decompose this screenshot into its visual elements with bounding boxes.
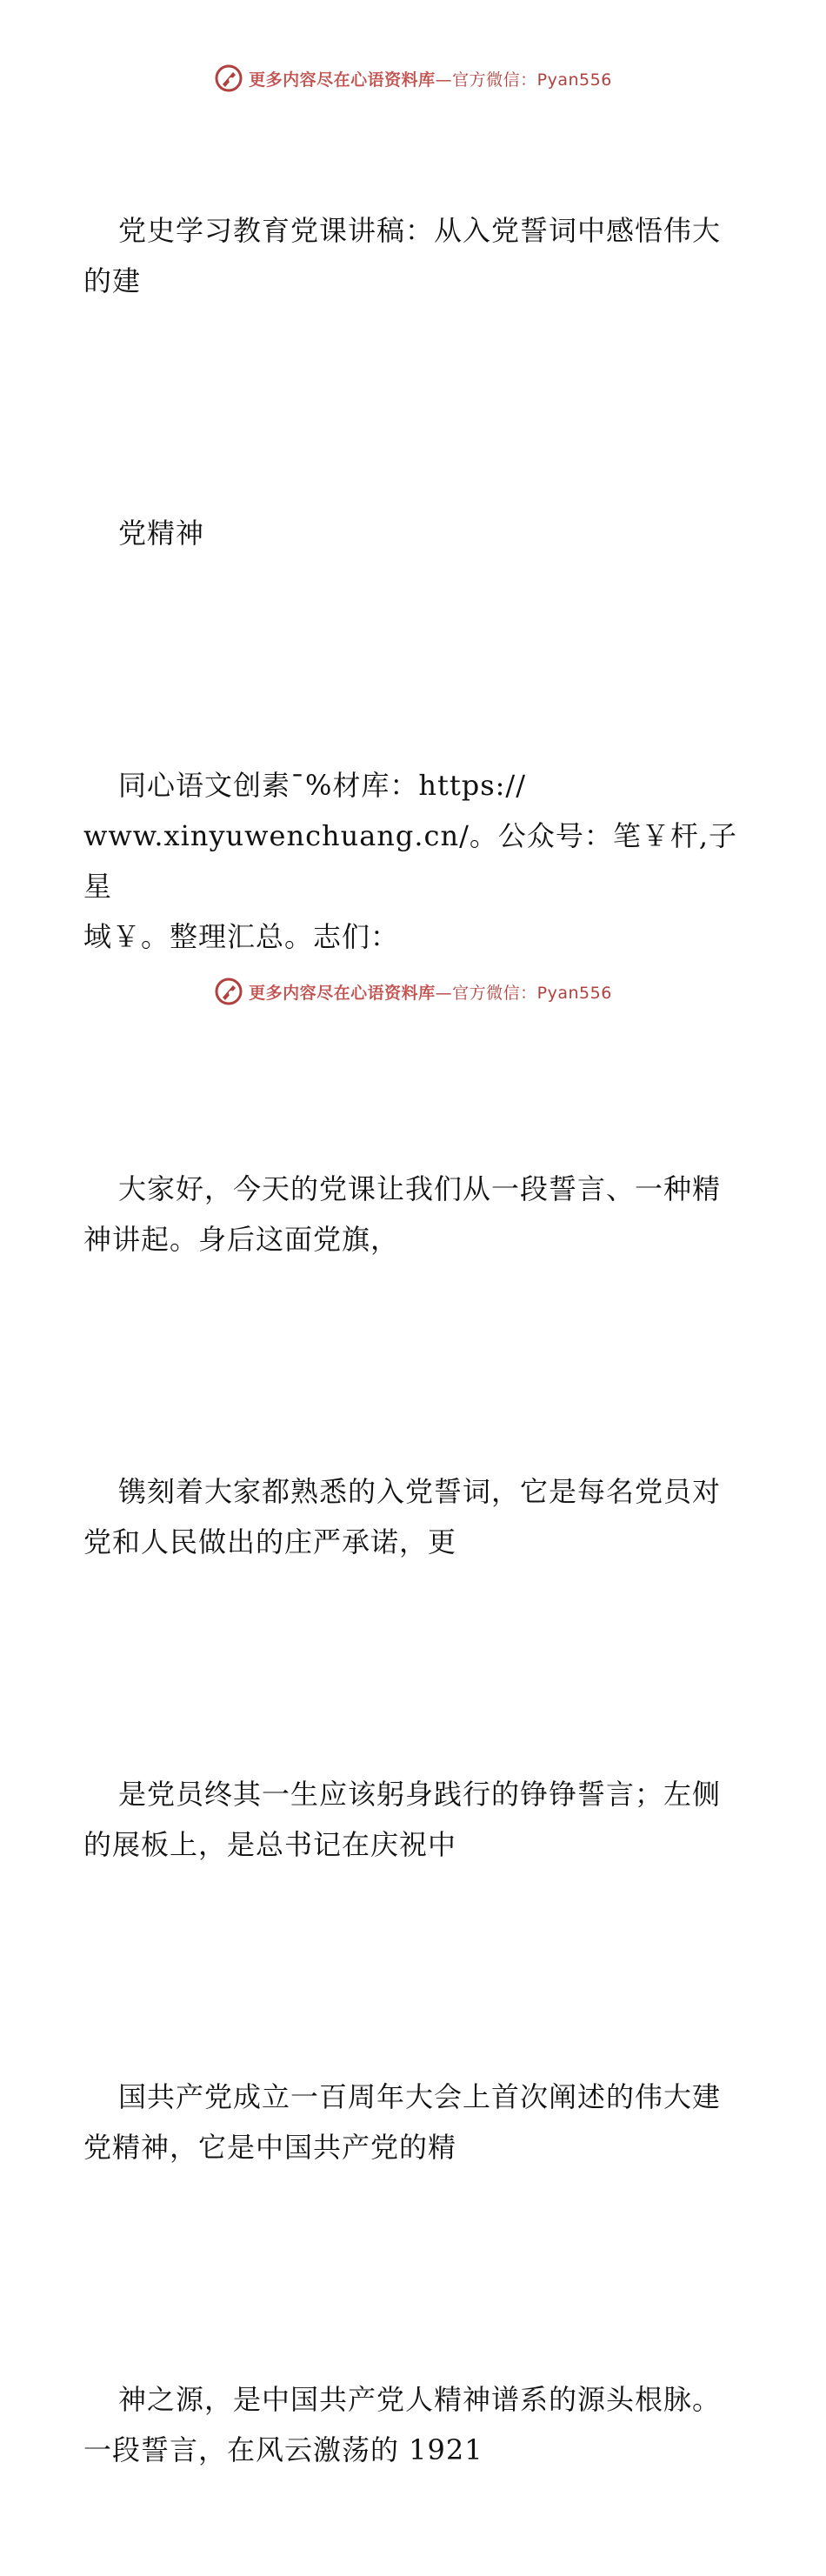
paragraph-5 xyxy=(83,1365,744,1668)
pen-logo-icon xyxy=(214,63,243,93)
paragraph-line: 神之源，是中国共产党人精神谱系的源头根脉。 xyxy=(118,2383,722,2416)
pen-logo-icon xyxy=(214,977,243,1006)
paragraph-line: 一段誓言，在风云激荡的 1921 xyxy=(83,2433,483,2466)
paragraph-8 xyxy=(83,2273,744,2576)
paragraph-line: 同心语文创素¯%材库：https:// xyxy=(118,769,526,802)
paragraph-line: 镌刻着大家都熟悉的入党誓词，它是每名党员对 xyxy=(118,1475,722,1508)
header-watermark-banner xyxy=(0,61,826,96)
paragraph-line: 是党员终其一生应该躬身践行的铮铮誓言；左侧 xyxy=(118,1778,722,1811)
paragraph-line: 党史学习教育党课讲稿：从入党誓词中感悟伟大 xyxy=(118,214,722,247)
paragraph-line: 党和人民做出的庄严承诺，更 xyxy=(83,1525,457,1558)
document-body xyxy=(83,104,744,2576)
paragraph-line: 神讲起。身后这面党旗， xyxy=(83,1223,400,1256)
footer-watermark-text: 更多内容尽在心语资料库—官方微信：Pyan556 xyxy=(249,983,612,1003)
paragraph-6 xyxy=(83,1668,744,1971)
paragraph-4 xyxy=(83,1063,744,1365)
paragraph-line: 域￥。整理汇总。志们： xyxy=(83,920,400,953)
paragraph-line: www.xinyuwenchuang.cn/。公众号：笔￥杆,子星 xyxy=(83,819,738,903)
header-watermark-text: 更多内容尽在心语资料库—官方微信：Pyan556 xyxy=(249,70,612,90)
footer-watermark-banner xyxy=(0,974,826,1009)
paragraph-line: 党精神 xyxy=(118,517,205,550)
paragraph-2 xyxy=(83,407,744,659)
paragraph-line: 大家好，今天的党课让我们从一段誓言、一种精 xyxy=(118,1172,722,1205)
paragraph-line: 党精神，它是中国共产党的精 xyxy=(83,2131,457,2164)
paragraph-1 xyxy=(83,104,744,407)
paragraph-line: 的展板上，是总书记在庆祝中 xyxy=(83,1828,457,1861)
paragraph-line: 国共产党成立一百周年大会上首次阐述的伟大建 xyxy=(118,2080,722,2113)
paragraph-line: 的建 xyxy=(83,264,142,297)
paragraph-7 xyxy=(83,1971,744,2273)
